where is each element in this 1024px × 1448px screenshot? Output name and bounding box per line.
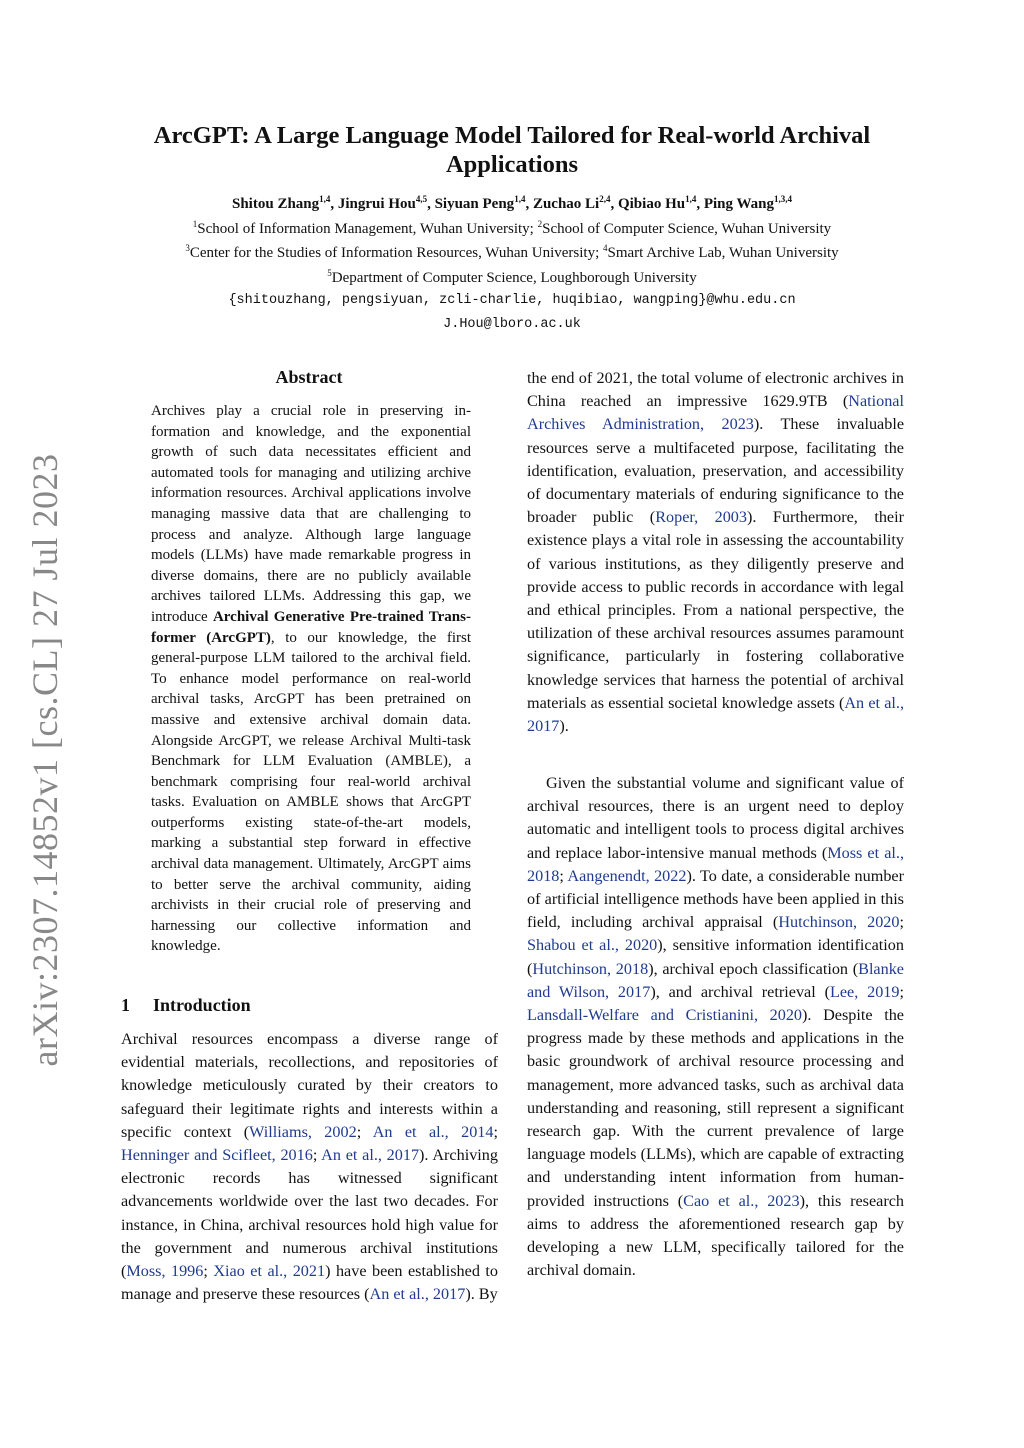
author-name: Shitou Zhang	[232, 196, 320, 212]
affiliation-2: School of Computer Science, Wuhan University	[542, 221, 832, 237]
affiliation-line-3	[120, 268, 904, 288]
author-list	[120, 194, 904, 214]
body-text: ;	[493, 1122, 498, 1141]
author-separator: ,	[696, 196, 704, 212]
affiliation-4: Smart Archive Lab, Wuhan University	[607, 245, 839, 261]
author-affil-sup: 1,3,4	[774, 194, 792, 204]
affil-sup: 2	[537, 219, 543, 229]
citation-link[interactable]: Williams, 2002	[249, 1122, 357, 1141]
body-text: ).	[559, 717, 569, 736]
body-text: ). Despite the progress made by these methods and applications in the basic groundwork of archival resource processing and management, more advanced tasks, such as archival data understanding and reasoning, still represent a significant research gap. With the current prevalence of large language models (LLMs), which are capable of extracting and understanding intent information from human-provided instructions (	[527, 1006, 904, 1210]
body-text: Archival resources encompass a diverse range of evidential materials, recollections, and repositories of knowledge meticulously curated by their creators to safeguard their legitimate rights and interests within a specific context (	[121, 1030, 498, 1141]
affiliation-line-2	[120, 243, 904, 263]
body-text: ;	[899, 913, 904, 932]
body-text: ;	[559, 866, 568, 885]
author-name: Zuchao Li	[532, 196, 600, 212]
title-line-2: Applications	[445, 151, 579, 178]
body-text: ;	[356, 1122, 373, 1141]
citation-link[interactable]: An et al., 2017	[321, 1146, 420, 1165]
citation-link[interactable]: Hutchinson, 2020	[778, 913, 900, 932]
body-text: ;	[312, 1146, 322, 1165]
citation-link[interactable]: Aangenendt, 2022	[567, 866, 687, 885]
citation-link[interactable]: Hutchinson, 2018	[532, 959, 649, 978]
arxiv-id: arXiv:2307.14852v1 [cs.CL] 27 Jul 2023	[25, 453, 65, 1067]
abstract-text-1: Archives play a crucial role in preserving information and knowledge, and the exponential growth of such data necessitates efficient and automated tools for managing and utilizing archive information resources. Archival applications involve managing massive data that are challenging to process and analyze. Although large language models (LLMs) have made remarkable progress in diverse domains, there are no publicly available archives tailored LLMs. Addressing this gap, we introduce	[151, 403, 471, 625]
intro-paragraph-right-2	[527, 772, 904, 1282]
citation-link[interactable]: Xiao et al., 2021	[213, 1262, 326, 1281]
abstract-heading: Abstract	[275, 367, 343, 387]
arxiv-sidebar-stamp	[20, 453, 70, 1067]
affil-sup: 5	[327, 268, 332, 278]
citation-link[interactable]: Roper, 2003	[655, 508, 747, 527]
title-line-1: ArcGPT: A Large Language Model Tailored for Real-world Archival	[153, 122, 871, 149]
abstract-model-name: Archival Generative Pre-trained Transformer (ArcGPT)	[151, 608, 471, 646]
body-text: ), archival epoch classification (	[648, 959, 859, 978]
affiliation-1: School of Information Management, Wuhan University;	[197, 221, 538, 237]
author-separator: ,	[330, 196, 338, 212]
author-affil-sup: 2,4	[599, 194, 611, 204]
citation-link[interactable]: Shabou et al., 2020	[527, 936, 658, 955]
author-name: Ping Wang	[703, 196, 774, 212]
affil-sup: 1	[192, 219, 198, 229]
citation-link[interactable]: An et al., 2017	[369, 1285, 466, 1304]
body-text: ), and archival retrieval (	[650, 982, 830, 1001]
body-text: ). By	[465, 1285, 498, 1304]
email-line-2: J.Hou@lboro.ac.uk	[443, 317, 581, 332]
citation-link[interactable]: An et al., 2014	[372, 1122, 494, 1141]
section-number: 1	[121, 995, 130, 1015]
author-name: Siyuan Peng	[434, 196, 515, 212]
body-text: ). Furthermore, their existence plays a vital role in assessing the accountability of various institutions, as they diligently preserve and provide access to public records in accordance with legal and ethical principles. From a national perspective, the utilization of these archival resources assumes paramount significance, particularly in fostering collaborative knowledge services that harness the potential of archival materials as essential societal knowledge assets (	[527, 508, 904, 712]
body-text: ). Archiving electronic records has witnessed significant advancements worldwide over the last two decades. For instance, in China, archival resources hold high value for the government and numerous archival institutions (	[121, 1146, 498, 1281]
abstract-body	[151, 401, 471, 957]
citation-link[interactable]: National Archives Administration, 2023	[527, 392, 904, 434]
citation-link[interactable]: Moss et al., 2018	[527, 843, 904, 885]
citation-link[interactable]: Moss, 1996	[126, 1262, 204, 1281]
author-separator: ,	[610, 196, 618, 212]
body-text: ). These invaluable resources serve a multifaceted purpose, facilitating the identification, evaluation, preservation, and accessibility of documentary materials of enduring significance to the broader public (	[527, 415, 905, 527]
citation-link[interactable]: An et al., 2017	[527, 693, 904, 736]
body-text: the end of 2021, the total volume of electronic archives in China reached an impressive 1629.9TB (	[527, 369, 904, 411]
body-text: ), sensitive information identification (	[527, 936, 904, 978]
body-text: ). To date, a considerable number of artificial intelligence methods have been applied in this field, including archival appraisal (	[527, 866, 905, 932]
body-text: ;	[899, 982, 904, 1001]
citation-link[interactable]: Henninger and Scifleet, 2016	[121, 1146, 313, 1165]
abstract-text-2: , to our knowledge, the first general-purpose LLM tailored to the archival field. To enhance model performance on real-world archival tasks, ArcGPT has been pretrained on massive and extensive archival domain data. Alongside ArcGPT, we release Archival Multi-task Benchmark for LLM Evaluation (AMBLE), a benchmark comprising four real-world archival tasks. Evaluation on AMBLE shows that ArcGPT outperforms existing state-of-the-art models, marking a substantial step forward in effective archival data management. Ultimately, ArcGPT aims to better serve the archival community, aiding archivists in their crucial role of preserving and harnessing our collective information and knowledge.	[151, 629, 471, 955]
paper-title	[120, 121, 904, 179]
section-heading-introduction	[121, 994, 251, 1016]
author-separator: ,	[427, 196, 435, 212]
affil-sup: 3	[185, 243, 190, 253]
email-line-1: {shitouzhang, pengsiyuan, zcli-charlie, huqibiao, wangping}@whu.edu.cn	[228, 293, 796, 308]
author-affil-sup: 1,4	[685, 194, 697, 204]
body-text: Given the substantial volume and significant value of archival resources, there is an urgent need to deploy automatic and intelligent tools to process digital archives and replace labor-intensive manual methods (	[527, 774, 904, 862]
citation-link[interactable]: Cao et al., 2023	[683, 1191, 800, 1210]
affiliation-5: Department of Computer Science, Loughborough University	[331, 270, 697, 286]
affiliation-3: Center for the Studies of Information Resources, Wuhan University;	[189, 245, 604, 261]
intro-paragraph-left	[121, 1028, 498, 1306]
author-name: Jingrui Hou	[337, 196, 416, 212]
body-text: ;	[203, 1262, 214, 1281]
body-text: ) have been established to manage and preserve these resources (	[121, 1262, 498, 1304]
body-text: ), this research aims to address the aforementioned research gap by developing a new LLM, specifically tailored for the archival domain.	[527, 1191, 904, 1280]
citation-link[interactable]: Lansdall-Welfare and Cristianini, 2020	[527, 1006, 803, 1025]
author-affil-sup: 1,4	[514, 194, 526, 204]
affil-sup: 4	[603, 243, 608, 253]
author-affil-sup: 1,4	[319, 194, 331, 204]
author-name: Qibiao Hu	[617, 196, 686, 212]
section-title: Introduction	[153, 995, 251, 1015]
author-affil-sup: 4,5	[415, 194, 428, 204]
citation-link[interactable]: Blanke and Wilson, 2017	[527, 959, 904, 1001]
author-separator: ,	[525, 196, 533, 212]
affiliation-line-1	[120, 219, 904, 239]
intro-paragraph-right-1	[527, 367, 904, 738]
citation-link[interactable]: Lee, 2019	[829, 982, 900, 1001]
